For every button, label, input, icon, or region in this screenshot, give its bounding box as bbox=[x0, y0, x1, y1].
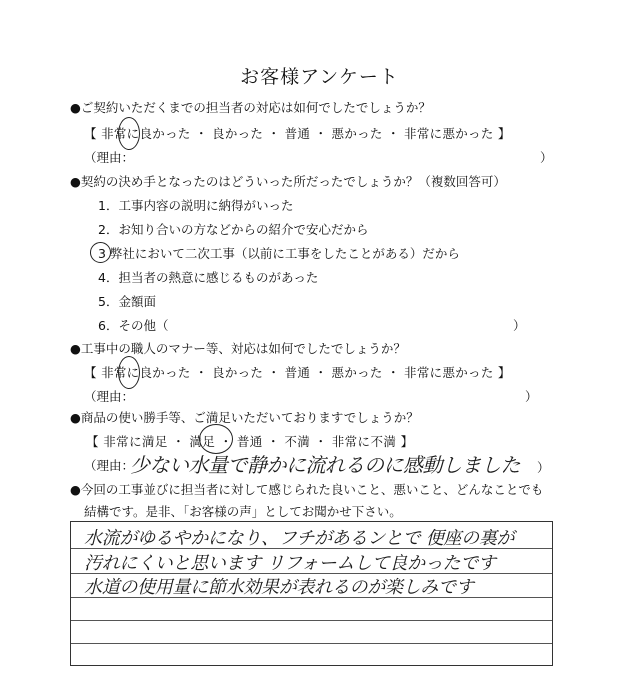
question-2: ●契約の決め手となったのはどういった所だったでしょうか？（複数回答可） bbox=[70, 174, 506, 189]
question-1-reason-close: ） bbox=[540, 150, 553, 165]
q2-option-1: 1．工事内容の説明に納得がいった bbox=[98, 198, 294, 213]
comment-handwritten-line-1: 水流がゆるやかになり、フチがあるンとで 便座の裏が bbox=[84, 528, 515, 549]
ruled-line bbox=[71, 620, 552, 621]
question-1-reason-label: （理由： bbox=[84, 150, 135, 165]
q2-option-5: 5．金額面 bbox=[98, 294, 156, 309]
q2-option-6: 6．その他（ bbox=[98, 318, 169, 333]
q2-other-close: ） bbox=[513, 318, 526, 333]
page-title: お客様アンケート bbox=[240, 66, 399, 88]
question-4-options: 【 非常に満足 ・ 満足 ・ 普通 ・ 不満 ・ 非常に不満 】 bbox=[86, 434, 414, 449]
comment-handwritten-line-3: 水道の使用量に節水効果が表れるのが楽しみです bbox=[84, 577, 474, 598]
question-4: ●商品の使い勝手等、ご満足いただいておりますでしょうか？ bbox=[70, 410, 419, 425]
comment-handwritten-line-2: 汚れにくいと思います リフォームして良かったです bbox=[84, 553, 496, 574]
question-4-reason-label: （理由： bbox=[84, 458, 135, 473]
question-3-reason-label: （理由： bbox=[84, 389, 135, 404]
answer-circle-q1 bbox=[118, 117, 140, 150]
q2-option-4: 4．担当者の熱意に感じるものがあった bbox=[98, 270, 319, 285]
answer-circle-q3 bbox=[118, 356, 140, 389]
q2-option-2: 2．お知り合いの方などからの紹介で安心だから bbox=[98, 222, 369, 237]
question-1-options: 【 非常に良かった ・ 良かった ・ 普通 ・ 悪かった ・ 非常に悪かった 】 bbox=[84, 126, 511, 141]
q2-option-3: 3 弊社において二次工事（以前に工事をしたことがある）だから bbox=[98, 246, 460, 261]
question-5-line2: 結構です。是非、「お客様の声」としてお聞かせ下さい。 bbox=[84, 504, 402, 519]
question-3-reason-close: ） bbox=[525, 389, 538, 404]
question-4-handwritten-reason: 少ない水量で静かに流れるのに感動しました bbox=[130, 453, 520, 477]
question-1: ●ご契約いただくまでの担当者の対応は如何でしたでしょうか？ bbox=[70, 100, 431, 115]
question-3: ●工事中の職人のマナー等、対応は如何でしたでしょうか？ bbox=[70, 341, 406, 356]
question-4-reason-close: ） bbox=[537, 460, 550, 475]
question-5: ●今回の工事並びに担当者に対して感じられた良いこと、悪いこと、どんなことでも bbox=[70, 482, 544, 497]
answer-circle-q2 bbox=[90, 242, 111, 263]
ruled-line bbox=[71, 643, 552, 644]
question-3-options: 【 非常に良かった ・ 良かった ・ 普通 ・ 悪かった ・ 非常に悪かった 】 bbox=[84, 365, 511, 380]
